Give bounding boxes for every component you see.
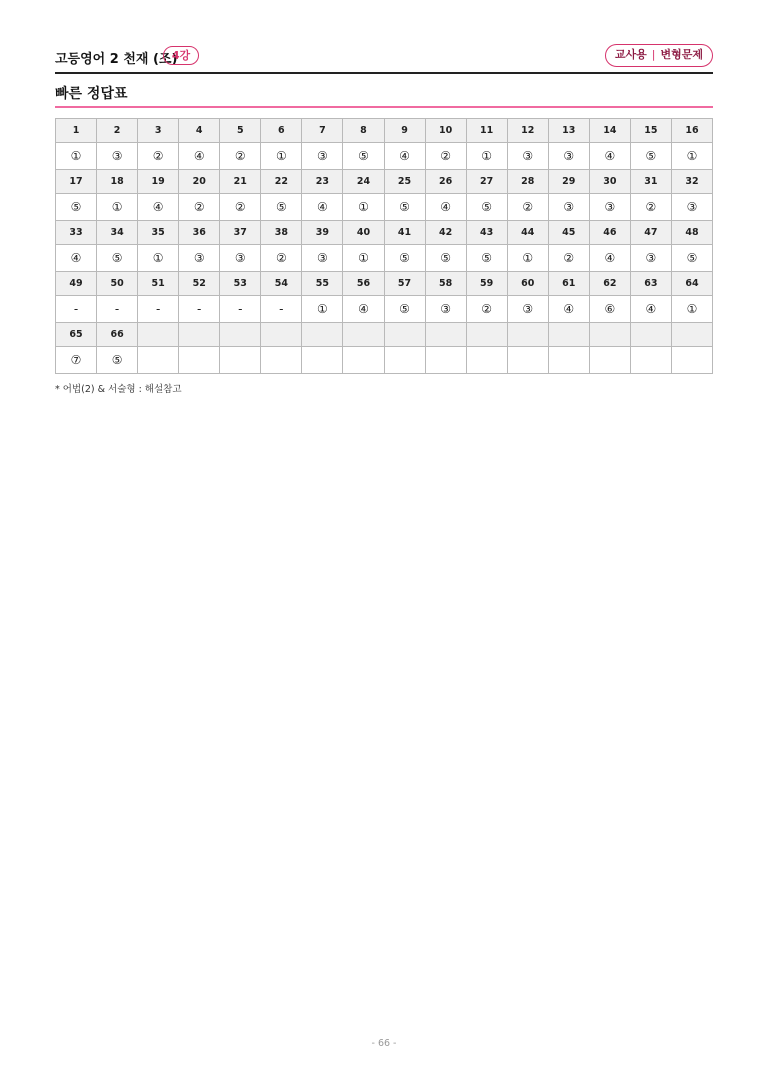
answer-cell: ④: [548, 296, 589, 323]
question-number-cell: 55: [302, 272, 343, 296]
answer-cell: [384, 347, 425, 374]
question-number-cell: 43: [466, 221, 507, 245]
question-number-cell: 8: [343, 119, 384, 143]
answer-cell: [179, 347, 220, 374]
question-number-cell: [630, 323, 671, 347]
question-number-cell: [466, 323, 507, 347]
badge-separator: |: [651, 48, 656, 61]
question-number-cell: 58: [425, 272, 466, 296]
lesson-badge: 4강: [163, 46, 199, 65]
question-number-cell: 52: [179, 272, 220, 296]
question-number-cell: 34: [97, 221, 138, 245]
answer-cell: ②: [548, 245, 589, 272]
page-header: [55, 44, 713, 74]
answer-cell: ④: [630, 296, 671, 323]
question-number-cell: 65: [56, 323, 97, 347]
answer-cell: ②: [507, 194, 548, 221]
answer-cell: ③: [179, 245, 220, 272]
question-number-cell: 10: [425, 119, 466, 143]
answer-cell: ②: [425, 143, 466, 170]
question-number-cell: [179, 323, 220, 347]
answer-cell: ④: [425, 194, 466, 221]
answer-cell: [261, 347, 302, 374]
answer-table: [55, 118, 713, 374]
answer-cell: [589, 347, 630, 374]
answer-cell: ②: [220, 194, 261, 221]
answer-cell: ①: [343, 245, 384, 272]
answer-cell: ④: [589, 245, 630, 272]
question-number-cell: 56: [343, 272, 384, 296]
answer-cell: [220, 347, 261, 374]
answer-row: [56, 347, 713, 374]
answer-cell: ⑦: [56, 347, 97, 374]
question-number-cell: 66: [97, 323, 138, 347]
answer-cell: ②: [261, 245, 302, 272]
answer-cell: -: [97, 296, 138, 323]
answer-cell: ③: [220, 245, 261, 272]
answer-cell: ⑤: [466, 194, 507, 221]
answer-cell: ⑤: [343, 143, 384, 170]
question-number-row: [56, 272, 713, 296]
answer-cell: ③: [671, 194, 712, 221]
question-number-cell: 20: [179, 170, 220, 194]
question-number-cell: 46: [589, 221, 630, 245]
answer-cell: ④: [56, 245, 97, 272]
question-number-cell: 39: [302, 221, 343, 245]
section-divider: [55, 106, 713, 108]
answer-cell: ④: [589, 143, 630, 170]
answer-cell: ①: [671, 143, 712, 170]
question-number-cell: [384, 323, 425, 347]
question-number-cell: 37: [220, 221, 261, 245]
question-number-cell: 28: [507, 170, 548, 194]
question-number-cell: [548, 323, 589, 347]
section-title: 빠른 정답표: [55, 86, 128, 102]
answer-cell: ①: [466, 143, 507, 170]
question-number-cell: 7: [302, 119, 343, 143]
question-number-cell: 26: [425, 170, 466, 194]
answer-row: [56, 143, 713, 170]
question-number-cell: 6: [261, 119, 302, 143]
question-number-cell: 42: [425, 221, 466, 245]
question-number-cell: [425, 323, 466, 347]
question-number-cell: 16: [671, 119, 712, 143]
question-number-cell: 33: [56, 221, 97, 245]
question-number-cell: 19: [138, 170, 179, 194]
question-number-cell: 25: [384, 170, 425, 194]
question-number-cell: 17: [56, 170, 97, 194]
question-number-cell: 63: [630, 272, 671, 296]
question-number-cell: 31: [630, 170, 671, 194]
question-number-cell: [671, 323, 712, 347]
question-number-cell: 64: [671, 272, 712, 296]
document-title: 고등영어 2 천재 (조): [55, 52, 178, 67]
answer-cell: [425, 347, 466, 374]
question-number-cell: 18: [97, 170, 138, 194]
answer-cell: ④: [302, 194, 343, 221]
answer-cell: [630, 347, 671, 374]
answer-cell: ⑤: [671, 245, 712, 272]
question-number-cell: 2: [97, 119, 138, 143]
answer-cell: ④: [343, 296, 384, 323]
question-number-cell: 30: [589, 170, 630, 194]
question-number-cell: 41: [384, 221, 425, 245]
question-number-cell: 35: [138, 221, 179, 245]
question-number-row: [56, 221, 713, 245]
question-number-cell: 29: [548, 170, 589, 194]
question-number-cell: 36: [179, 221, 220, 245]
answer-cell: ③: [507, 143, 548, 170]
answer-cell: ⑤: [466, 245, 507, 272]
question-number-cell: [589, 323, 630, 347]
answer-cell: ③: [589, 194, 630, 221]
question-number-cell: 60: [507, 272, 548, 296]
footnote: * 어법(2) & 서술형 : 해설참고: [55, 384, 182, 395]
question-number-cell: [343, 323, 384, 347]
answer-cell: [343, 347, 384, 374]
answer-cell: [548, 347, 589, 374]
question-number-cell: 59: [466, 272, 507, 296]
answer-cell: ③: [302, 245, 343, 272]
question-number-cell: [507, 323, 548, 347]
question-number-cell: 48: [671, 221, 712, 245]
answer-cell: ①: [97, 194, 138, 221]
answer-cell: ④: [138, 194, 179, 221]
answer-cell: ⑤: [97, 347, 138, 374]
answer-cell: -: [179, 296, 220, 323]
question-number-cell: 51: [138, 272, 179, 296]
answer-cell: ①: [507, 245, 548, 272]
question-number-cell: 47: [630, 221, 671, 245]
answer-cell: ⑤: [384, 245, 425, 272]
question-number-cell: 49: [56, 272, 97, 296]
question-number-cell: 57: [384, 272, 425, 296]
answer-cell: ③: [97, 143, 138, 170]
question-number-cell: 22: [261, 170, 302, 194]
answer-cell: [671, 347, 712, 374]
answer-cell: ⑤: [261, 194, 302, 221]
question-number-cell: 44: [507, 221, 548, 245]
answer-cell: ⑥: [589, 296, 630, 323]
answer-cell: ⑤: [56, 194, 97, 221]
question-number-cell: [138, 323, 179, 347]
answer-cell: ①: [138, 245, 179, 272]
answer-cell: ②: [179, 194, 220, 221]
answer-cell: ③: [630, 245, 671, 272]
answer-cell: ①: [671, 296, 712, 323]
answer-cell: -: [261, 296, 302, 323]
answer-cell: ①: [56, 143, 97, 170]
question-number-cell: 61: [548, 272, 589, 296]
document-type-badge: [605, 44, 713, 67]
answer-cell: ②: [138, 143, 179, 170]
question-number-cell: 4: [179, 119, 220, 143]
question-number-cell: 1: [56, 119, 97, 143]
answer-cell: ①: [302, 296, 343, 323]
answer-cell: ④: [179, 143, 220, 170]
question-number-cell: 14: [589, 119, 630, 143]
answer-cell: ④: [384, 143, 425, 170]
question-number-cell: [302, 323, 343, 347]
answer-cell: ③: [302, 143, 343, 170]
question-number-row: [56, 170, 713, 194]
answer-cell: ⑤: [97, 245, 138, 272]
question-number-cell: 13: [548, 119, 589, 143]
answer-cell: -: [220, 296, 261, 323]
question-number-cell: 12: [507, 119, 548, 143]
answer-cell: [507, 347, 548, 374]
teacher-label: 교사용: [614, 48, 647, 61]
answer-cell: ③: [548, 194, 589, 221]
question-number-cell: 54: [261, 272, 302, 296]
question-number-row: [56, 119, 713, 143]
question-number-cell: [261, 323, 302, 347]
question-number-cell: 38: [261, 221, 302, 245]
question-number-cell: 27: [466, 170, 507, 194]
question-number-cell: 11: [466, 119, 507, 143]
question-number-cell: 40: [343, 221, 384, 245]
question-number-cell: 3: [138, 119, 179, 143]
answer-cell: ⑤: [384, 194, 425, 221]
answer-cell: -: [56, 296, 97, 323]
question-number-cell: 9: [384, 119, 425, 143]
answer-cell: ②: [466, 296, 507, 323]
question-number-cell: 53: [220, 272, 261, 296]
answer-cell: ⑤: [425, 245, 466, 272]
answer-cell: [466, 347, 507, 374]
answer-cell: ③: [425, 296, 466, 323]
answer-cell: [302, 347, 343, 374]
answer-cell: ②: [630, 194, 671, 221]
question-number-cell: 50: [97, 272, 138, 296]
answer-cell: ⑤: [630, 143, 671, 170]
answer-row: [56, 194, 713, 221]
answer-cell: ①: [343, 194, 384, 221]
answer-cell: -: [138, 296, 179, 323]
question-number-cell: 5: [220, 119, 261, 143]
answer-cell: ③: [507, 296, 548, 323]
answer-cell: ⑤: [384, 296, 425, 323]
question-number-cell: 45: [548, 221, 589, 245]
answer-cell: [138, 347, 179, 374]
question-number-row: [56, 323, 713, 347]
answer-cell: ③: [548, 143, 589, 170]
question-number-cell: 23: [302, 170, 343, 194]
question-number-cell: 62: [589, 272, 630, 296]
question-number-cell: [220, 323, 261, 347]
question-number-cell: 24: [343, 170, 384, 194]
variant-label: 변형문제: [660, 48, 703, 61]
question-number-cell: 21: [220, 170, 261, 194]
question-number-cell: 32: [671, 170, 712, 194]
answer-row: [56, 296, 713, 323]
answer-row: [56, 245, 713, 272]
page-number: - 66 -: [371, 1038, 397, 1049]
question-number-cell: 15: [630, 119, 671, 143]
answer-cell: ①: [261, 143, 302, 170]
answer-cell: ②: [220, 143, 261, 170]
